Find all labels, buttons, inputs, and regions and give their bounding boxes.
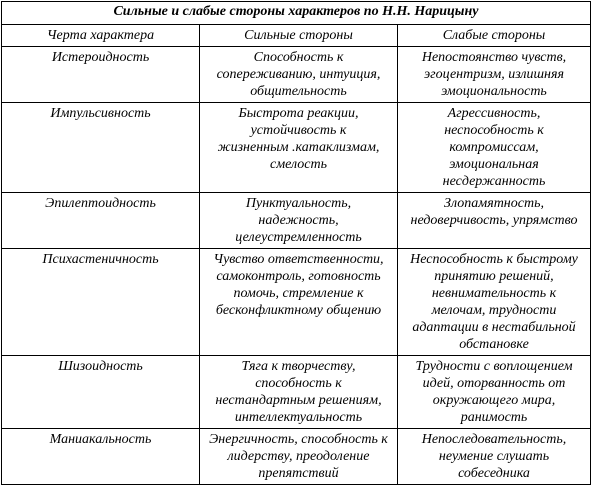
header-strong: Сильные стороны — [200, 25, 398, 47]
trait-cell: Шизоидность — [2, 356, 200, 429]
weak-line: невнимательность к — [431, 286, 557, 301]
weak-line: эмоциональность — [441, 84, 547, 99]
weak-cell — [398, 429, 591, 485]
trait-cell: Истероидность — [2, 47, 200, 103]
strong-line: жизненным .катаклизмам, — [217, 140, 380, 155]
table-row — [2, 193, 591, 249]
strong-line: сопереживанию, интуиция, — [216, 67, 381, 82]
weak-line: Неспособность к быстрому — [410, 252, 578, 267]
strong-line: Тяга к творчеству, — [241, 359, 356, 374]
strong-line: Энергичность, способность к — [209, 432, 388, 447]
weak-line: окружающего мира, — [432, 393, 556, 408]
strong-line: интеллектуальность — [234, 410, 363, 425]
strong-cell — [200, 47, 398, 103]
strong-cell — [200, 429, 398, 485]
trait-cell: Импульсивность — [2, 103, 200, 193]
weak-line: обстановке — [459, 337, 529, 352]
traits-table — [1, 1, 591, 485]
strong-cell — [200, 356, 398, 429]
header-row — [2, 25, 591, 47]
weak-cell — [398, 47, 591, 103]
strong-line: устойчивость к — [250, 123, 347, 138]
weak-line: Непостоянство чувств, — [421, 50, 567, 65]
trait-cell: Психастеничность — [2, 249, 200, 356]
trait-cell: Маниакальность — [2, 429, 200, 485]
weak-line: эмоциональная — [449, 157, 539, 172]
table-title: Сильные и слабые стороны характеров по Н.Н. Нарицыну — [2, 2, 591, 25]
strong-line: Быстрота реакции, — [238, 106, 359, 121]
weak-line: ранимость — [460, 410, 528, 425]
weak-line: неспособность к — [444, 123, 544, 138]
weak-line: собеседника — [458, 466, 530, 481]
strong-line: надежность, — [258, 213, 339, 228]
header-weak: Слабые стороны — [398, 25, 591, 47]
strong-line: бесконфликтному общению — [215, 303, 382, 318]
weak-cell — [398, 356, 591, 429]
weak-cell — [398, 103, 591, 193]
strong-cell — [200, 249, 398, 356]
strong-line: целеустремленность — [235, 230, 362, 245]
strong-line: самоконтроль, готовность — [216, 269, 381, 284]
header-trait: Черта характера — [2, 25, 200, 47]
weak-line: неумение слушать — [438, 449, 550, 464]
table-row — [2, 103, 591, 193]
weak-line: принятию решений, — [434, 269, 554, 284]
strong-line: общительность — [250, 84, 347, 99]
table-row — [2, 47, 591, 103]
table-row — [2, 249, 591, 356]
strong-line: помочь, стремление к — [233, 286, 364, 301]
weak-line: Непоследовательность, — [421, 432, 567, 447]
weak-line: несдержанность — [442, 174, 546, 189]
table-row — [2, 356, 591, 429]
strong-cell — [200, 193, 398, 249]
weak-line: Агрессивность, — [447, 106, 541, 121]
strong-line: препятствий — [258, 466, 339, 481]
weak-line: мелочам, трудности — [431, 303, 557, 318]
weak-line: адаптации в нестабильной — [412, 320, 576, 335]
weak-line: Злопамятность, — [444, 196, 544, 211]
strong-line: способность к — [255, 376, 342, 391]
strong-line: Чувство ответственности, — [213, 252, 384, 267]
trait-cell: Эпилептоидность — [2, 193, 200, 249]
strong-cell — [200, 103, 398, 193]
weak-line: недоверчивость, упрямство — [410, 213, 578, 228]
strong-line: нестандартным решениям, — [215, 393, 382, 408]
weak-cell — [398, 249, 591, 356]
weak-line: Трудности с воплощением — [415, 359, 573, 374]
strong-line: лидерству, преодоление — [227, 449, 370, 464]
strong-line: Пунктуальность, — [245, 196, 352, 211]
weak-cell — [398, 193, 591, 249]
weak-line: эгоцентризм, излишняя — [423, 67, 565, 82]
weak-line: компромиссам, — [449, 140, 539, 155]
title-row — [2, 2, 591, 25]
table-row — [2, 429, 591, 485]
strong-line: смелость — [270, 157, 327, 172]
weak-line: идей, оторванность от — [422, 376, 566, 391]
strong-line: Способность к — [253, 50, 344, 65]
